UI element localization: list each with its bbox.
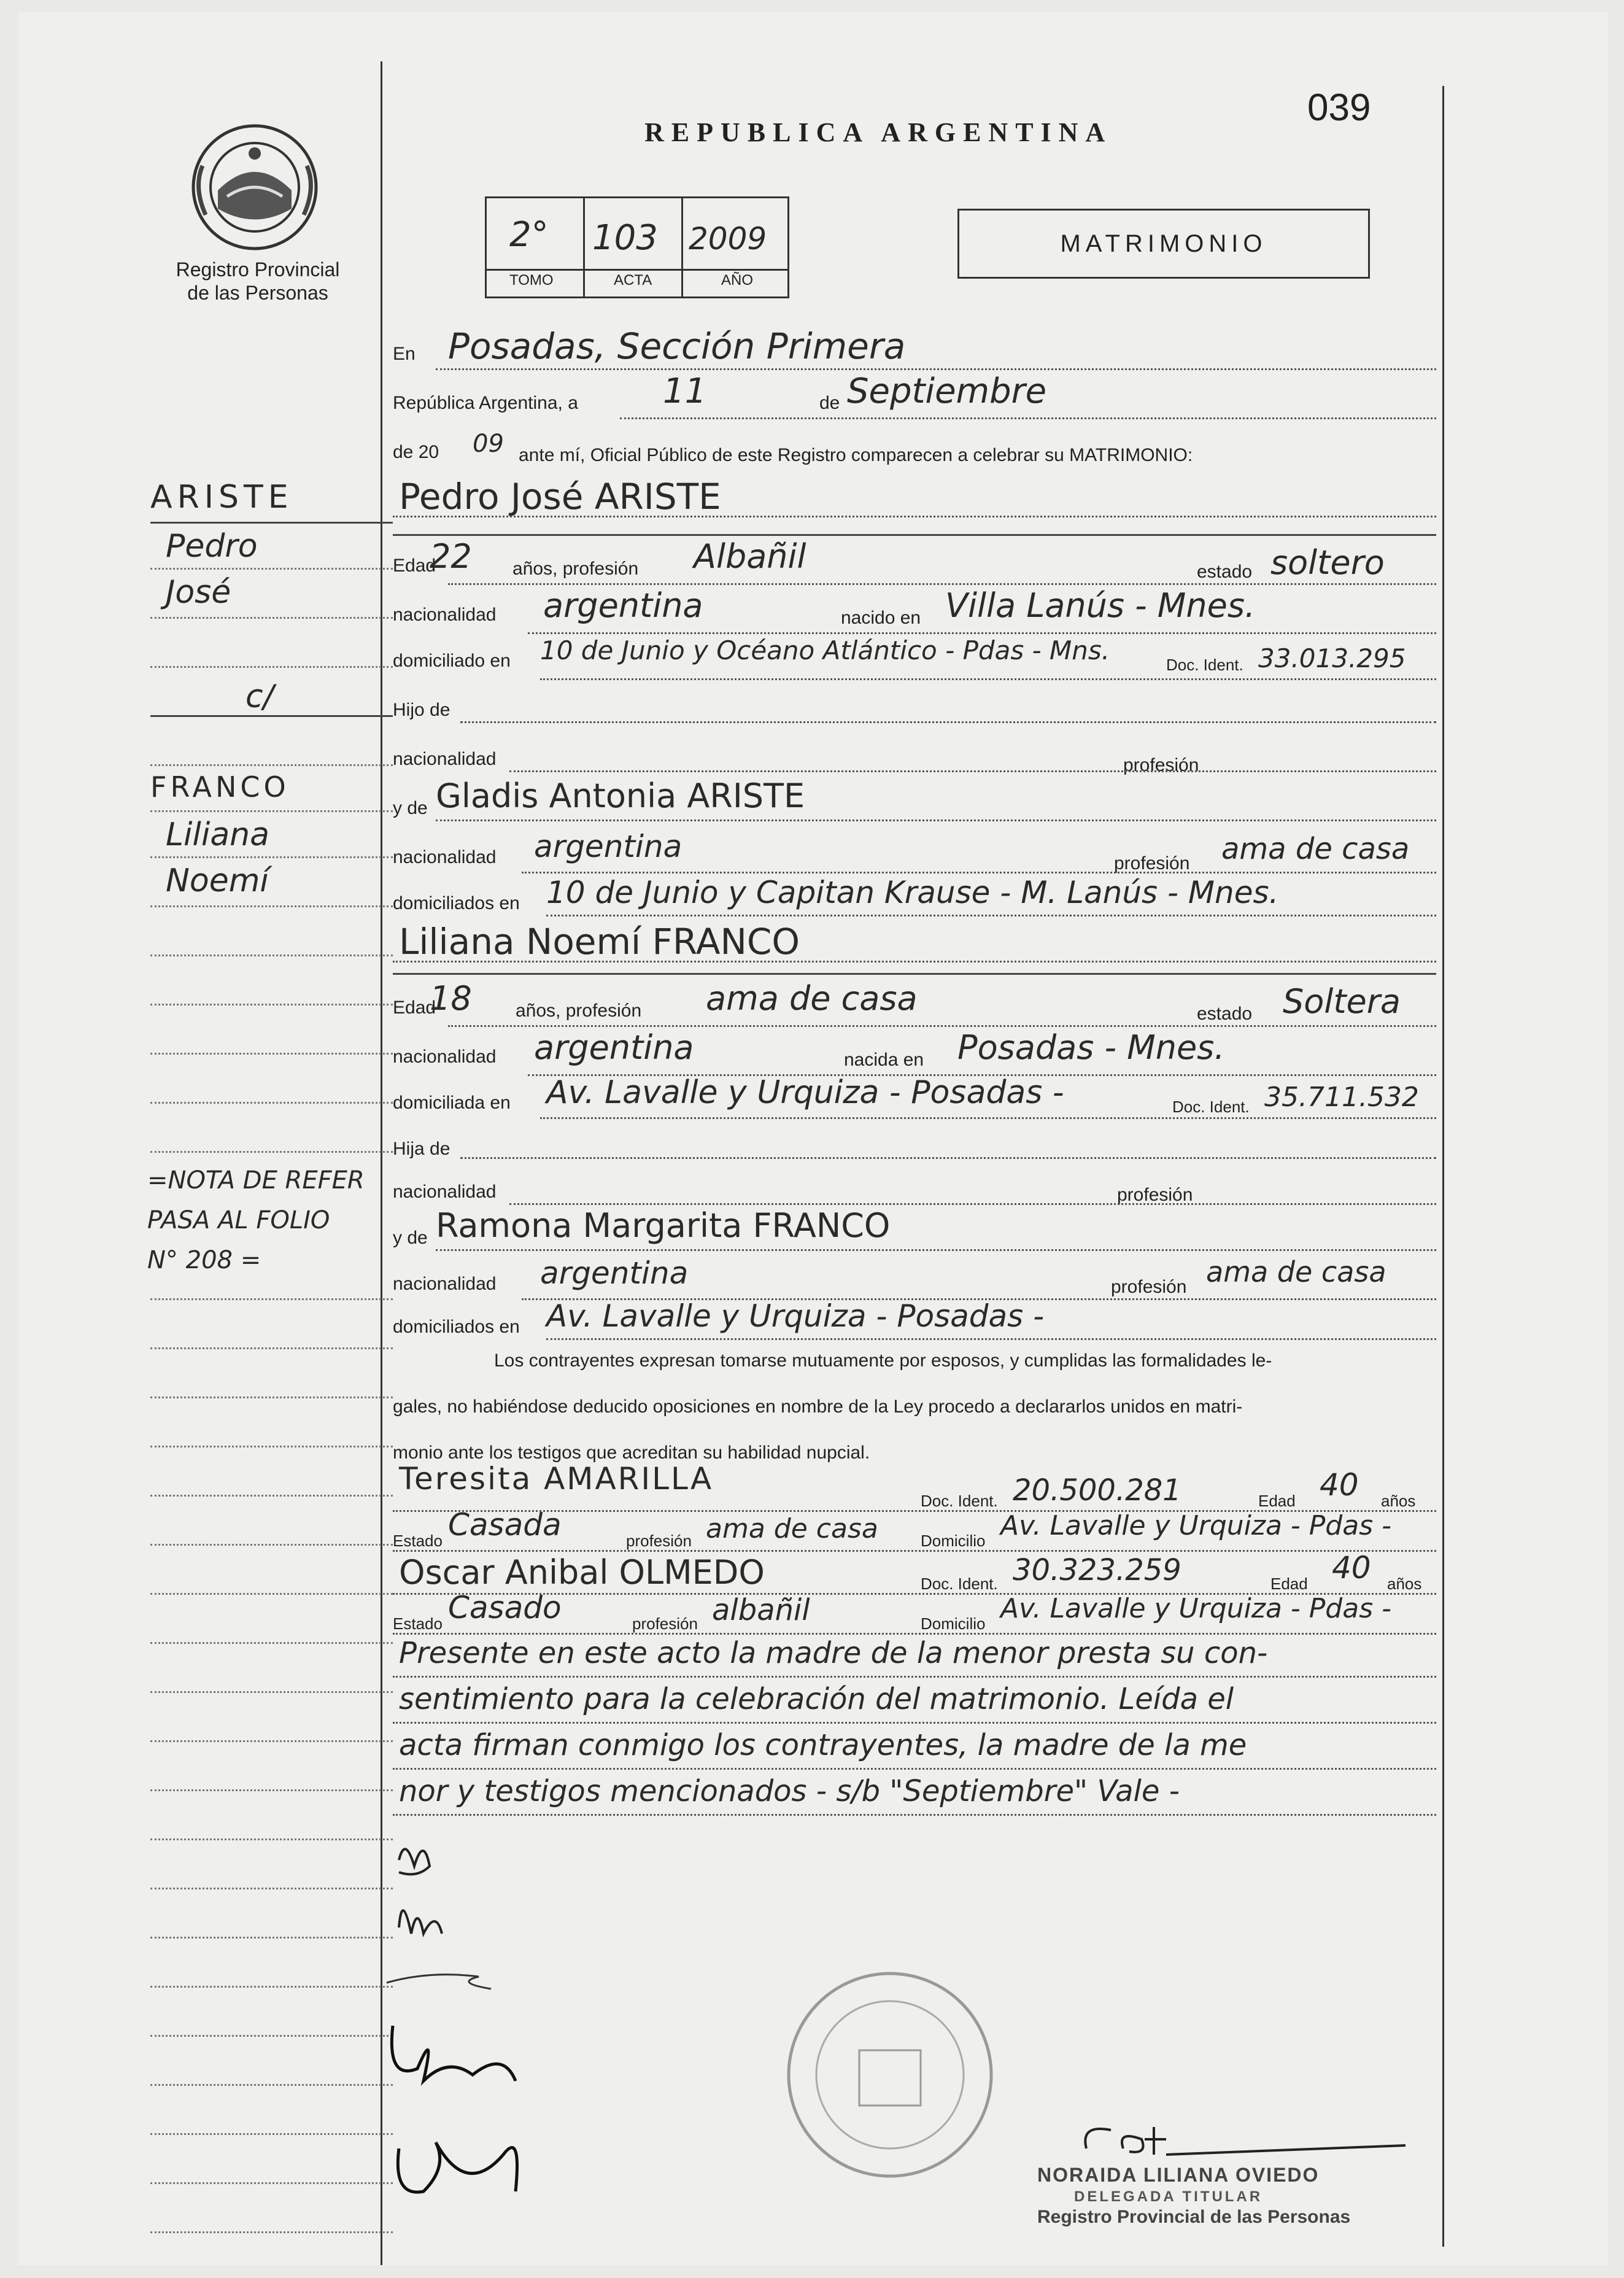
margin-note-1: =NOTA DE REFER — [147, 1166, 365, 1195]
stamp-registry: Registro Provincial de las Personas — [1037, 2207, 1351, 2227]
groom-nacido: Villa Lanús - Mnes. — [945, 586, 1256, 625]
lugar-value: Posadas, Sección Primera — [448, 325, 906, 367]
formalidades-1: Los contrayentes expresan tomarse mutuamente por esposos, y cumplidas las formalidades le- — [494, 1350, 1272, 1371]
margin-given-2a: Liliana — [166, 816, 269, 853]
margin-note-2: PASA AL FOLIO — [147, 1206, 330, 1234]
margin-surname-1: ARISTE — [150, 479, 293, 516]
right-border — [1442, 86, 1444, 2247]
anio-suffix: 09 — [473, 430, 504, 458]
groom-profesion: Albañil — [694, 537, 806, 576]
margin-conj: c/ — [246, 678, 274, 715]
acta-value: 103 — [592, 218, 658, 258]
document-page: 039 Registro Provincial de las Personas REPUBLICA ARGENTINA 2° 103 2009 TOMO ACTA AÑO MATRIMONIO ARISTE Pedro José c/ FRANCO Liliana Noemí =NOTA DE REFER PASA AL FOLIO N° 208 = En Posadas, Sección Primera República Argentina, a 11 de Septiembre de 20 09 ante mí, Oficial Público de este Registro comparecen a celebrar su MATRIMONIO: Pedro José ARISTE Edad 22 años, profesión Albañil estado soltero nacionalidad argentina nacido en Villa Lanús - Mnes. domiciliado en 10 de Junio y Océano Atlántico - Pdas - Mns. Doc. Ident. 33.013.295 Hijo de nacionalidad profesión y de Gladis Antonia ARISTE nacionalidad argentina profesión ama de casa domiciliados en 10 de Junio y Capitan Krause - M. Lanús - Mnes. Liliana Noemí FRANCO Edad 18 años, profesión ama de casa estado Soltera nacionalidad argentina nacida en Posadas - Mnes. domiciliada en Av. Lavalle y Urquiza - Posadas - Doc. Ident. 35.711.532 Hija de nacionalidad profesión y de Ramona Margarita FRANCO nacionalidad argentina profesión ama de casa domiciliados en Av. Lavalle y Urquiza - Posadas - Los contrayentes expresan tomarse mutuamente por esposos, y cumplidas las formalidades le- gales, no habiéndose deducido oposiciones en nombre de la Ley procedo a declararlos unidos en matri- monio ante los testigos que acreditan su habilidad nupcial. Teresita AMARILLA Doc. Ident. 20.500.281 Edad 40 años Estado Casada profesión ama de casa Domicilio Av. Lavalle y Urquiza - Pdas - Oscar Anibal OLMEDO Doc. Ident. 30.323.259 Edad 40 años Estado Casado profesión albañil Domicilio Av. Lavalle y Urquiza - Pdas - Presente en este acto la madre de la menor presta su con- sentimiento para la celebración del matrimonio. Leída el acta firman conmigo los contrayentes, la madre de la me nor y testigos mencionados - s/b "Septiembre" Vale - NORAIDA LILIANA OVIEDO DELEGADA TITULAR Registro Provincial de las Personas — [18, 12, 1608, 2265]
dia-value: 11 — [663, 371, 707, 411]
page-number: 039 — [1307, 87, 1371, 129]
bride-profesion: ama de casa — [706, 979, 918, 1018]
groom-mother-prof: ama de casa — [1221, 832, 1410, 866]
bride-domicilio: Av. Lavalle y Urquiza - Posadas - — [546, 1074, 1064, 1111]
note-line-2: sentimiento para la celebración del matrimonio. Leída el — [399, 1682, 1234, 1716]
witness2-name: Oscar Anibal OLMEDO — [399, 1553, 765, 1592]
groom-mother-dom: 10 de Junio y Capitan Krause - M. Lanús - Mnes. — [546, 875, 1279, 910]
signatures — [381, 1823, 626, 2256]
margin-surname-2: FRANCO — [150, 770, 290, 804]
bride-mother: Ramona Margarita FRANCO — [436, 1206, 891, 1245]
note-line-3: acta firman conmigo los contrayentes, la madre de la me — [399, 1728, 1247, 1762]
mes-value: Septiembre — [847, 371, 1047, 411]
bride-doc: 35.711.532 — [1264, 1082, 1419, 1113]
tomo-value: 2° — [509, 215, 549, 255]
witness2-dom: Av. Lavalle y Urquiza - Pdas - — [1000, 1593, 1391, 1624]
groom-name: Pedro José ARISTE — [399, 476, 721, 517]
groom-mother: Gladis Antonia ARISTE — [436, 777, 805, 815]
witness1-prof: ama de casa — [706, 1513, 878, 1544]
groom-mother-nac: argentina — [534, 829, 682, 864]
groom-doc: 33.013.295 — [1258, 643, 1406, 673]
margin-given-1a: Pedro — [166, 528, 258, 565]
witness2-prof: albañil — [712, 1593, 810, 1627]
official-signature — [1074, 2112, 1418, 2170]
witness1-doc: 20.500.281 — [1013, 1473, 1181, 1508]
bride-edad: 18 — [430, 979, 472, 1018]
witness2-doc: 30.323.259 — [1013, 1553, 1181, 1587]
bride-name: Liliana Noemí FRANCO — [399, 921, 800, 963]
margin-given-1b: José — [166, 574, 231, 611]
formalidades-3: monio ante los testigos que acreditan su habilidad nupcial. — [393, 1443, 870, 1463]
bride-mother-prof: ama de casa — [1206, 1255, 1386, 1288]
witness2-edad: 40 — [1332, 1550, 1371, 1586]
bride-nacionalidad: argentina — [534, 1028, 694, 1067]
margin-given-2b: Noemí — [166, 862, 269, 899]
witness1-estado: Casada — [448, 1507, 562, 1543]
registry-name: Registro Provincial de las Personas — [176, 258, 340, 304]
groom-edad: 22 — [430, 537, 472, 576]
bride-nacida: Posadas - Mnes. — [957, 1028, 1225, 1067]
bride-mother-nac: argentina — [540, 1255, 689, 1291]
groom-domicilio: 10 de Junio y Océano Atlántico - Pdas - Mns. — [540, 635, 1110, 665]
witness1-name: Teresita AMARILLA — [399, 1461, 714, 1497]
witness1-edad: 40 — [1320, 1467, 1359, 1503]
country-title: REPUBLICA ARGENTINA — [644, 117, 1113, 147]
witness1-dom: Av. Lavalle y Urquiza - Pdas - — [1000, 1510, 1391, 1541]
province-seal-icon — [184, 117, 325, 261]
doc-type-box: MATRIMONIO — [957, 209, 1370, 279]
witness2-estado: Casado — [448, 1590, 562, 1625]
note-line-1: Presente en este acto la madre de la menor presta su con- — [399, 1636, 1268, 1670]
note-line-4: nor y testigos mencionados - s/b "Septiembre" Vale - — [399, 1774, 1180, 1808]
stamp-title: DELEGADA TITULAR — [1074, 2188, 1263, 2205]
bride-estado: Soltera — [1283, 982, 1401, 1021]
bride-mother-dom: Av. Lavalle y Urquiza - Posadas - — [546, 1298, 1045, 1334]
groom-nacionalidad: argentina — [543, 586, 703, 625]
stamp-name: NORAIDA LILIANA OVIEDO — [1037, 2164, 1320, 2186]
margin-note-3: N° 208 = — [147, 1246, 261, 1274]
groom-estado: soltero — [1270, 543, 1385, 582]
anio-value: 2009 — [689, 221, 767, 257]
official-seal-icon — [779, 1964, 1000, 2188]
formalidades-2: gales, no habiéndose deducido oposiciones en nombre de la Ley procedo a declararlos unidos en matri- — [393, 1397, 1243, 1417]
